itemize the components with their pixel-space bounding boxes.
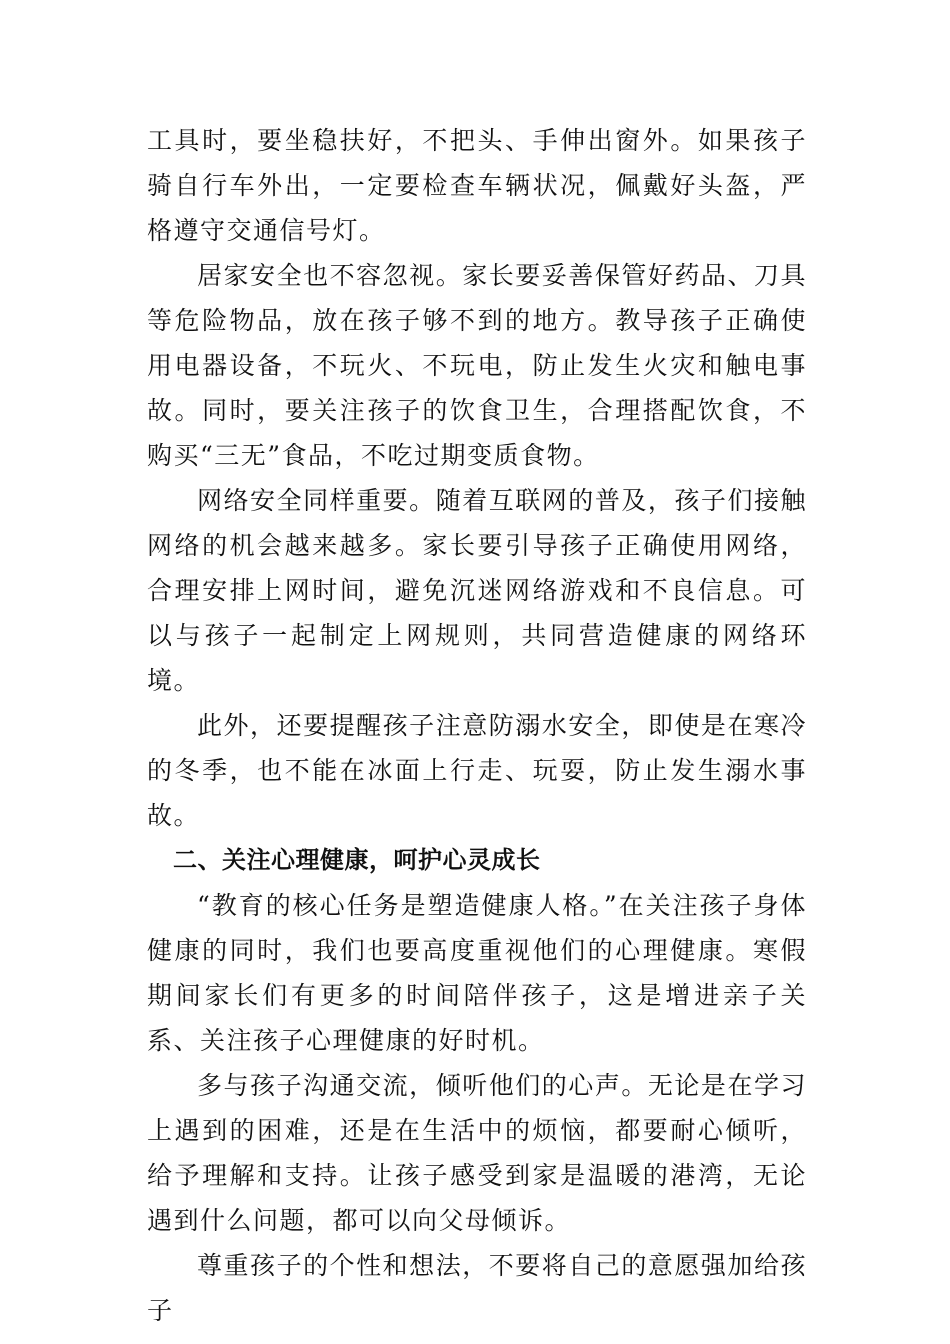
paragraph-home-safety: 居家安全也不容忽视。家长要妥善保管好药品、刀具等危险物品，放在孩子够不到的地方。教导孩子正确使用电器设备，不玩火、不玩电，防止发生火灾和触电事故。同时，要关注孩子的饮食卫生，合理搭配饮食，不购买“三无”食品，不吃过期变质食物。 [147,261,807,470]
paragraph-internet-safety: 网络安全同样重要。随着互联网的普及，孩子们接触网络的机会越来越多。家长要引导孩子正确使用网络，合理安排上网时间，避免沉迷网络游戏和不良信息。可以与孩子一起制定上网规则，共同营造健康的网络环境。 [147,486,807,695]
paragraph-drowning-safety: 此外，还要提醒孩子注意防溺水安全，即使是在寒冷的冬季，也不能在冰面上行走、玩耍，防止发生溺水事故。 [147,711,807,830]
document-body [147,118,807,1333]
paragraph-mental-health-intro: “教育的核心任务是塑造健康人格。”在关注孩子身体健康的同时，我们也要高度重视他们的心理健康。寒假期间家长们有更多的时间陪伴孩子，这是增进亲子关系、关注孩子心理健康的好时机。 [147,891,807,1055]
section-heading: 二、关注心理健康，呵护心灵成长 [173,846,541,874]
paragraph-respect-individuality: 尊重孩子的个性和想法，不要将自己的意愿强加给孩子 [147,1251,807,1325]
paragraph-communication: 多与孩子沟通交流，倾听他们的心声。无论是在学习上遇到的困难，还是在生活中的烦恼，都要耐心倾听，给予理解和支持。让孩子感受到家是温暖的港湾，无论遇到什么问题，都可以向父母倾诉。 [147,1071,807,1235]
paragraph-transport-safety: 工具时，要坐稳扶好，不把头、手伸出窗外。如果孩子骑自行车外出，一定要检查车辆状况，佩戴好头盔，严格遵守交通信号灯。 [147,126,807,245]
